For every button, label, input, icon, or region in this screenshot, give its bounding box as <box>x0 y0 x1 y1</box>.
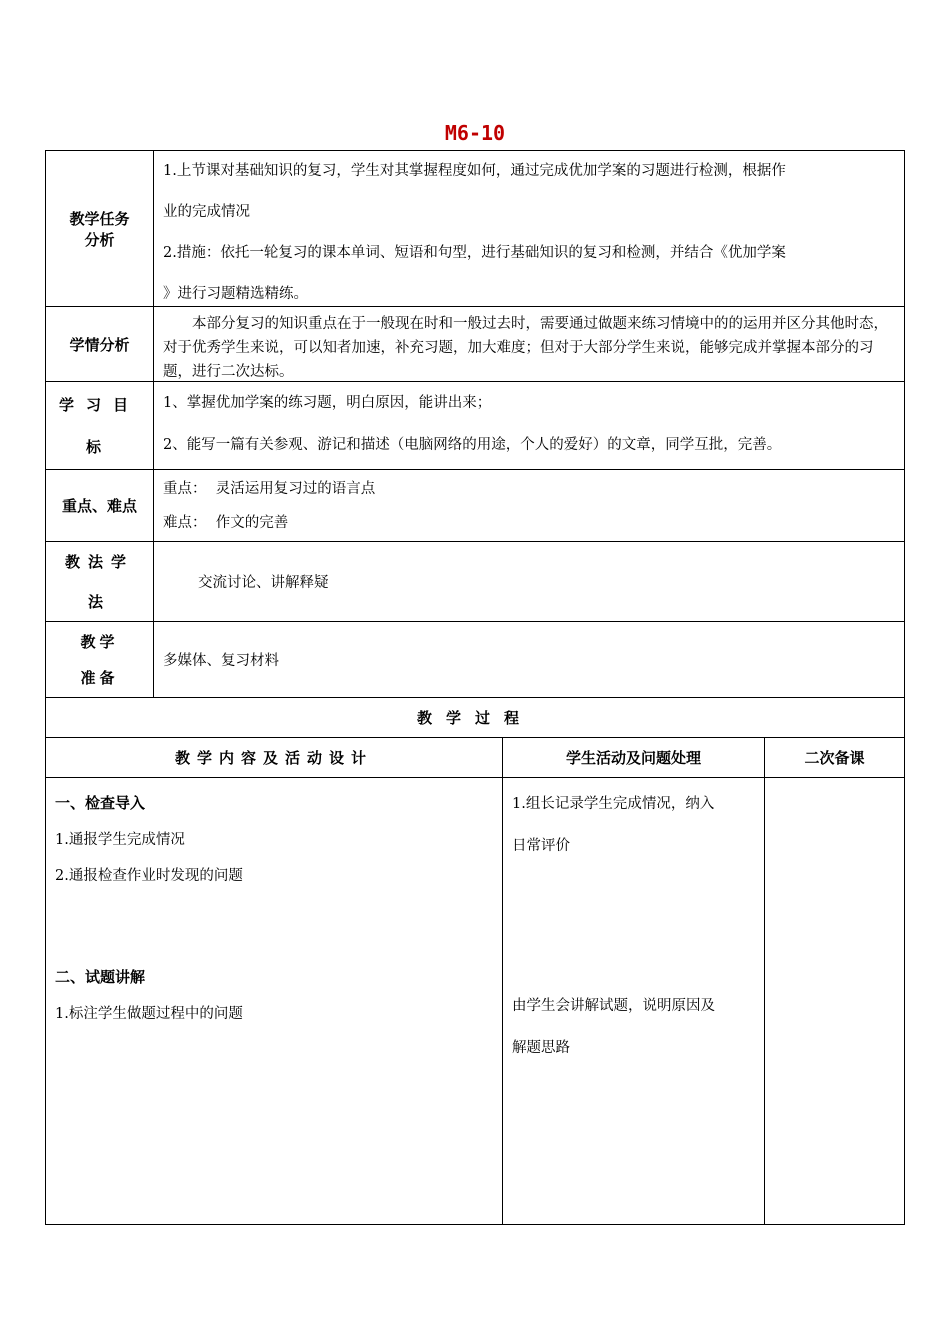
content-preparation: 多媒体、复习材料 <box>163 653 279 669</box>
label-line: 准备 <box>80 668 119 687</box>
label-line: 教学任务 <box>69 209 130 228</box>
content-keypoints <box>154 470 904 541</box>
cell-content-design <box>46 778 503 1224</box>
section-1-item-1: 1.通报学生完成情况 <box>55 832 185 848</box>
label-line: 教学 <box>80 632 119 651</box>
label-line: 教法学 <box>64 552 134 571</box>
lesson-plan-table <box>45 150 905 1225</box>
task-line-2: 业的完成情况 <box>163 204 250 220</box>
label-situation <box>46 307 154 381</box>
row-process-heading <box>46 698 904 738</box>
section-1-item-2: 2.通报检查作业时发现的问题 <box>55 868 243 884</box>
label-text: 重点、难点 <box>61 497 137 515</box>
row-methods <box>46 542 904 622</box>
row-preparation <box>46 622 904 698</box>
label-line: 学习目 <box>58 395 140 414</box>
row-task-analysis <box>46 151 904 307</box>
label-preparation <box>46 622 154 697</box>
label-line: 法 <box>87 592 111 611</box>
label-keypoints <box>46 470 154 541</box>
row-process-body <box>46 778 904 1224</box>
student-block-2-line-2: 解题思路 <box>512 1040 570 1056</box>
content-goals <box>154 382 904 469</box>
cell-student-activity <box>503 778 765 1224</box>
section-2-title: 二、试题讲解 <box>55 968 146 986</box>
header-text: 学生活动及问题处理 <box>565 749 701 767</box>
cell-secondary-prep <box>765 778 904 1224</box>
label-methods <box>46 542 154 621</box>
label-line: 标 <box>85 437 113 456</box>
section-1-title: 一、检查导入 <box>55 794 146 812</box>
label-task-analysis <box>46 151 154 306</box>
column-header-content <box>46 738 503 777</box>
difficulty-line: 难点： 作文的完善 <box>163 515 289 531</box>
row-goals <box>46 382 904 470</box>
label-goals <box>46 382 154 469</box>
content-situation: 本部分复习的知识重点在于一般现在时和一般过去时，需要通过做题来练习情境中的的运用并区分其他时态，对于优秀学生来说，可以知者加速，补充习题，加大难度；但对于大部分学生来说，能够完成并掌握本部分的习题，进行二次达标。 <box>163 316 888 380</box>
goal-line-2: 2、能写一篇有关参观、游记和描述（电脑网络的用途，个人的爱好）的文章，同学互批，完善。 <box>163 437 782 453</box>
section-2-item-1: 1.标注学生做题过程中的问题 <box>55 1006 243 1022</box>
student-block-1-line-1: 1.组长记录学生完成情况，纳入 <box>512 796 715 812</box>
task-line-3: 2.措施：依托一轮复习的课本单词、短语和句型，进行基础知识的复习和检测，并结合《优加学案 <box>163 245 786 261</box>
row-situation <box>46 307 904 382</box>
keypoint-line: 重点： 灵活运用复习过的语言点 <box>163 481 376 497</box>
header-text: 二次备课 <box>804 749 865 767</box>
task-line-1: 1.上节课对基础知识的复习，学生对其掌握程度如何，通过完成优加学案的习题进行检测，根据作 <box>163 163 786 179</box>
column-header-student <box>503 738 765 777</box>
task-line-4: 》进行习题精选精练。 <box>163 286 308 302</box>
content-task-analysis <box>154 151 904 306</box>
header-text: 教学内容及活动设计 <box>174 749 373 767</box>
student-block-1-line-2: 日常评价 <box>512 838 570 854</box>
process-heading: 教学过程 <box>416 709 533 727</box>
label-line: 分析 <box>84 230 115 249</box>
content-methods: 交流讨论、讲解释疑 <box>198 575 329 591</box>
column-header-secondary <box>765 738 904 777</box>
label-text: 学情分析 <box>69 335 130 354</box>
document-title: M6-10 <box>444 121 506 145</box>
row-process-columns <box>46 738 904 778</box>
student-block-2-line-1: 由学生会讲解试题，说明原因及 <box>512 998 715 1014</box>
goal-line-1: 1、掌握优加学案的练习题，明白原因，能讲出来； <box>163 395 492 411</box>
row-keypoints <box>46 470 904 542</box>
